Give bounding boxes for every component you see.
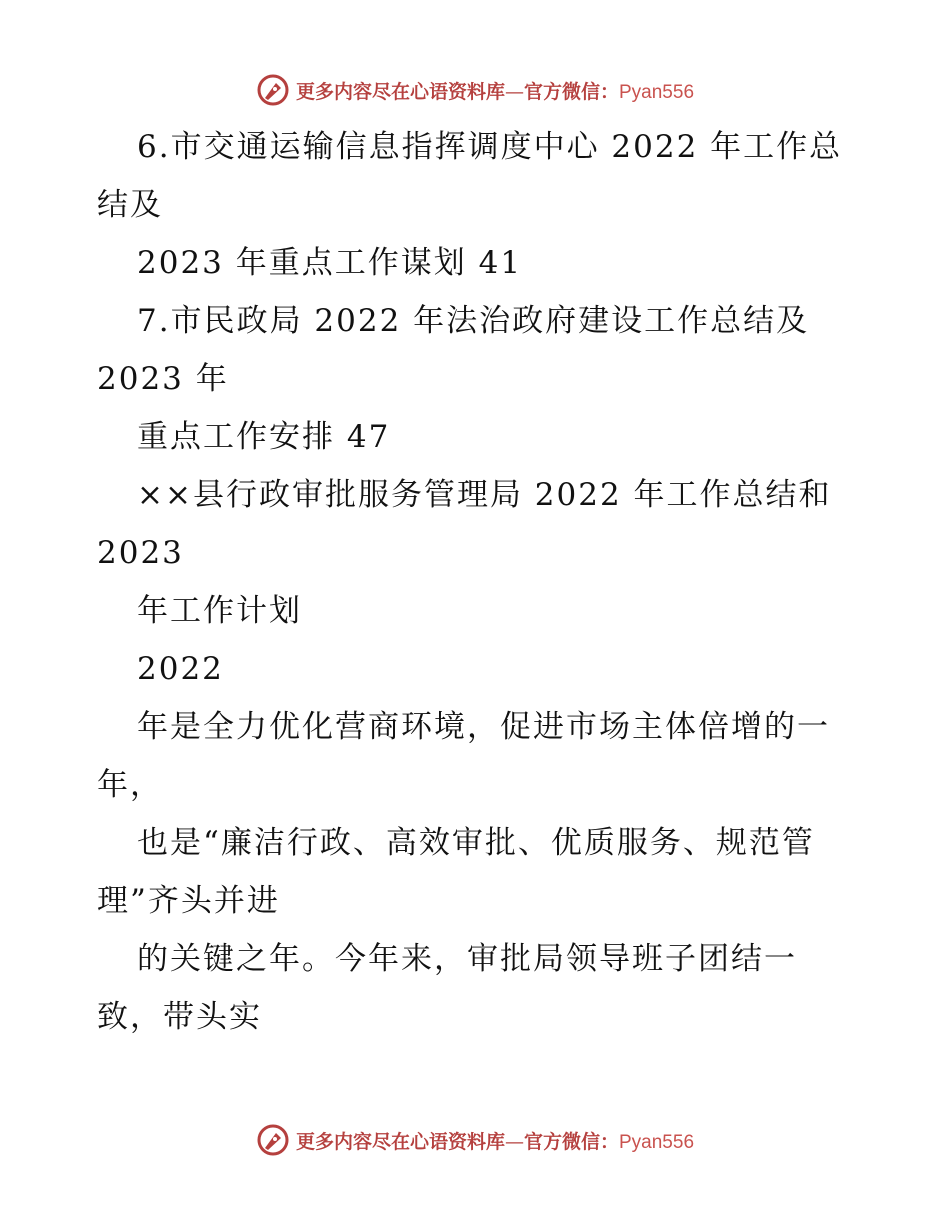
watermark-brand: 更多内容尽在心语资料库 bbox=[295, 80, 505, 103]
text-line: 2023 年重点工作谋划 41 bbox=[137, 245, 523, 281]
watermark-separator: — bbox=[504, 80, 524, 103]
watermark-brand: 更多内容尽在心语资料库 bbox=[295, 1130, 505, 1153]
text-line: 的关键之年。今年来，审批局领导班子团结一 bbox=[137, 941, 797, 977]
text-line: 6.市交通运输信息指挥调度中心 2022 年工作总 bbox=[137, 129, 843, 165]
watermark-account: Pyan556 bbox=[619, 1131, 695, 1153]
watermark-label: 官方微信： bbox=[523, 1130, 619, 1153]
text-line: 年是全力优化营商环境，促进市场主体倍增的一 bbox=[137, 709, 830, 745]
watermark-label: 官方微信： bbox=[523, 80, 619, 103]
watermark-text bbox=[296, 77, 694, 104]
text-line: 7.市民政局 2022 年法治政府建设工作总结及 bbox=[137, 303, 810, 339]
text-line: 重点工作安排 47 bbox=[137, 419, 391, 455]
text-line: 也是“廉洁行政、高效审批、优质服务、规范管 bbox=[137, 825, 815, 861]
text-line: 结及 bbox=[97, 187, 163, 223]
watermark-text bbox=[296, 1127, 694, 1154]
text-line: ××县行政审批服务管理局 2022 年工作总结和 bbox=[137, 477, 832, 513]
text-line: 理”齐头并进 bbox=[97, 883, 280, 919]
header-watermark bbox=[0, 70, 950, 110]
watermark-account: Pyan556 bbox=[619, 81, 695, 103]
text-line: 致，带头实 bbox=[97, 999, 262, 1035]
watermark-separator: — bbox=[504, 1130, 524, 1153]
pen-nib-circle-icon bbox=[256, 73, 290, 107]
pen-nib-circle-icon bbox=[256, 1123, 290, 1157]
footer-watermark bbox=[0, 1120, 950, 1160]
text-line: 年工作计划 bbox=[137, 593, 302, 629]
text-line: 2023 年 bbox=[97, 361, 229, 397]
document-body bbox=[97, 118, 857, 1046]
text-line: 年， bbox=[97, 767, 163, 803]
text-line: 2022 bbox=[137, 651, 224, 687]
text-line: 2023 bbox=[97, 535, 184, 571]
